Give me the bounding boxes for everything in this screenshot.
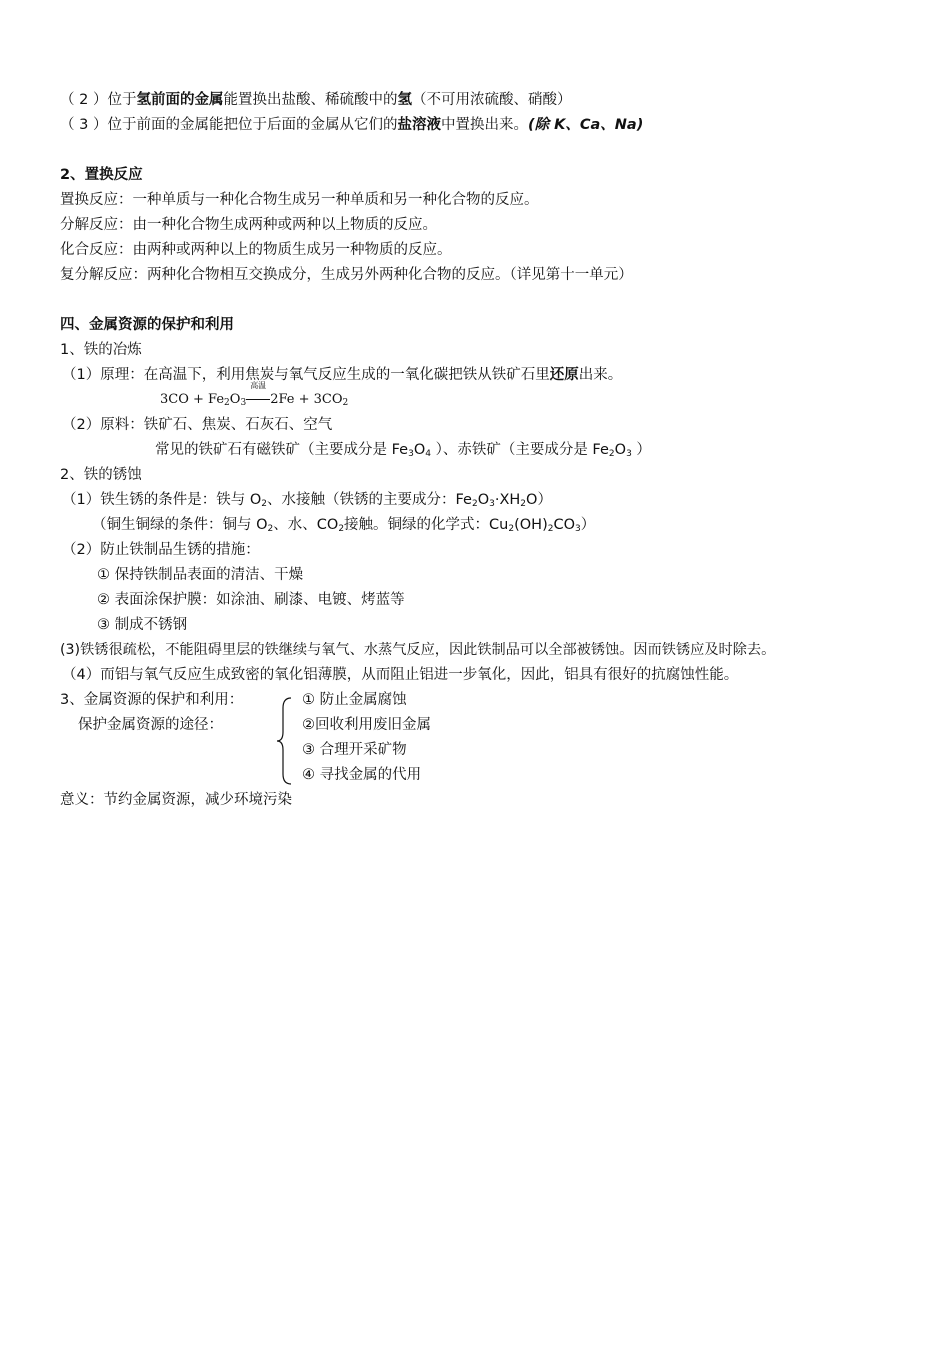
- protection-meaning: 意义：节约金属资源，减少环境污染: [60, 792, 292, 808]
- subheading-iron-rust: 2、铁的锈蚀: [60, 467, 142, 483]
- iron-ores: 常见的铁矿石有磁铁矿（主要成分是 $Fe_3O_4$ ）、赤铁矿（主要成分是 $Fe_2O_3$ ）: [155, 442, 651, 459]
- rust-note-3: (3)铁锈很疏松，不能阻碍里层的铁继续与氧气、水蒸气反应，因此铁制品可以全部被锈蚀。因而铁锈应及时除去。: [60, 642, 776, 658]
- protection-way-3: ③ 合理开采矿物: [302, 742, 407, 758]
- definition-decomposition: 分解反应：由一种化合物生成两种或两种以上物质的反应。: [60, 217, 437, 233]
- protection-way-4: ④ 寻找金属的代用: [302, 767, 422, 783]
- section-heading-resources: 四、金属资源的保护和利用: [60, 317, 234, 333]
- rust-measure-2: ② 表面涂保护膜：如涂油、刷漆、电镀、烤蓝等: [97, 592, 405, 608]
- rust-measure-3: ③ 制成不锈钢: [97, 617, 188, 633]
- subheading-iron-smelting: 1、铁的冶炼: [60, 342, 142, 358]
- subheading-protection: 3、金属资源的保护和利用：: [60, 692, 244, 708]
- definition-double-displacement: 复分解反应：两种化合物相互交换成分，生成另外两种化合物的反应。（详见第十一单元）: [60, 267, 633, 283]
- rule-3-line: （ 3 ）位于前面的金属能把位于后面的金属从它们的盐溶液中置换出来。(除 K、Ca、Na): [60, 117, 644, 133]
- definition-combination: 化合反应：由两种或两种以上的物质生成另一种物质的反应。: [60, 242, 452, 258]
- smelting-equation: $3CO + Fe_2O_3$ 高温 $2Fe + 3CO_2$: [160, 381, 349, 408]
- rust-conditions: （1）铁生锈的条件是：铁与 $O_2$、水接触（铁锈的主要成分：$Fe_2O_3\cdot XH_2O$）: [62, 492, 552, 509]
- protection-way-2: ②回收利用废旧金属: [302, 717, 431, 733]
- protection-way-1: ① 防止金属腐蚀: [302, 692, 407, 708]
- rust-prevention-title: （2）防止铁制品生锈的措施：: [62, 542, 260, 558]
- smelting-materials: （2）原料：铁矿石、焦炭、石灰石、空气: [62, 417, 333, 433]
- definition-displacement: 置换反应：一种单质与一种化合物生成另一种单质和另一种化合物的反应。: [60, 192, 539, 208]
- reaction-condition: 高温: [246, 390, 270, 410]
- protection-ways-label: 保护金属资源的途径：: [78, 717, 223, 733]
- rust-measure-1: ① 保持铁制品表面的清洁、干燥: [97, 567, 304, 583]
- section-heading-displacement: 2、置换反应: [60, 167, 143, 183]
- curly-brace: [275, 696, 293, 786]
- copper-patina: （铜生铜绿的条件：铜与 $O_2$、水、$CO_2$接触。铜绿的化学式：$Cu_2(OH)_2CO_3$）: [92, 517, 596, 534]
- rust-note-4: （4）而铝与氧气反应生成致密的氧化铝薄膜，从而阻止铝进一步氧化，因此，铝具有很好的抗腐蚀性能。: [62, 667, 739, 683]
- rule-2-line: （ 2 ）位于氢前面的金属能置换出盐酸、稀硫酸中的氢（不可用浓硫酸、硝酸）: [60, 92, 572, 108]
- smelting-principle: （1）原理：在高温下，利用焦炭与氧气反应生成的一氧化碳把铁从铁矿石里还原出来。: [62, 367, 623, 383]
